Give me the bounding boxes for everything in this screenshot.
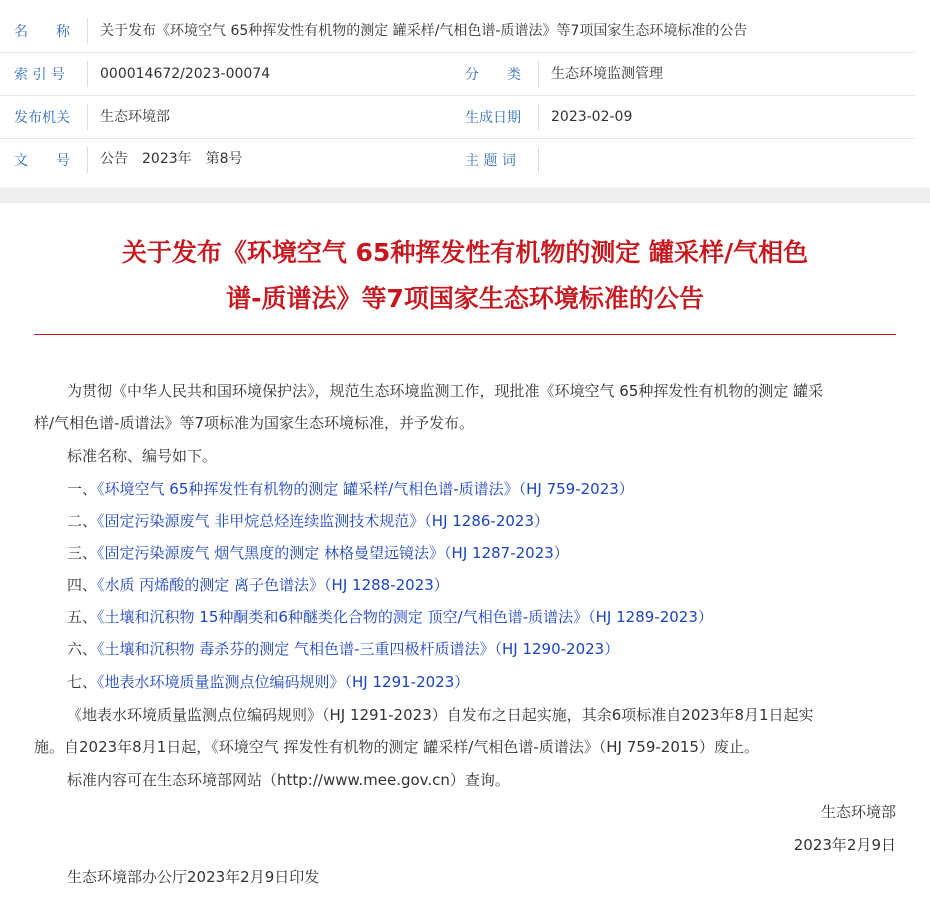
- effective-paragraph-line-2: 施。自2023年8月1日起，《环境空气 挥发性有机物的测定 罐采样/气相色谱-质谱法》（HJ 759-2015）废止。: [34, 738, 759, 756]
- divider: [87, 147, 88, 173]
- metadata-table: [0, 0, 930, 187]
- standard-number: 七、: [67, 673, 98, 691]
- index-label: 索 引 号: [14, 67, 65, 83]
- website-paragraph: 标准内容可在生态环境部网站（http://www.mee.gov.cn）查询。: [67, 771, 510, 789]
- standard-link[interactable]: 《土壤和沉积物 15种酮类和6种醚类化合物的测定 顶空/气相色谱-质谱法》（HJ 1289-2023）: [97, 608, 713, 626]
- list-intro: 标准名称、编号如下。: [67, 447, 218, 465]
- divider: [87, 61, 88, 87]
- article-title-line-1: 关于发布《环境空气 65种挥发性有机物的测定 罐采样/气相色: [121, 238, 809, 267]
- signature-date: 2023年2月9日: [793, 836, 896, 854]
- date-label: 生成日期: [465, 110, 521, 126]
- standard-number: 六、: [67, 640, 98, 658]
- row-divider: [0, 95, 915, 96]
- divider: [87, 18, 88, 44]
- standard-link[interactable]: 《土壤和沉积物 毒杀芬的测定 气相色谱-三重四极杆质谱法》（HJ 1290-2023）: [97, 640, 620, 658]
- standard-link[interactable]: 《地表水环境质量监测点位编码规则》（HJ 1291-2023）: [97, 673, 470, 691]
- standard-number: 五、: [67, 608, 98, 626]
- standard-item: [67, 576, 449, 594]
- footer-issued-line: 生态环境部办公厅2023年2月9日印发: [67, 868, 320, 886]
- title-rule: [34, 334, 896, 335]
- standard-item: [67, 512, 549, 530]
- intro-paragraph-line-1: 为贯彻《中华人民共和国环境保护法》，规范生态环境监测工作，现批准《环境空气 65种挥发性有机物的测定 罐采: [67, 382, 824, 400]
- divider: [538, 104, 539, 130]
- standard-link[interactable]: 《固定污染源废气 非甲烷总烃连续监测技术规范》（HJ 1286-2023）: [97, 512, 550, 530]
- standard-link[interactable]: 《水质 丙烯酸的测定 离子色谱法》（HJ 1288-2023）: [97, 576, 449, 594]
- docno-value: 公告 2023年 第8号: [100, 151, 243, 167]
- subject-label: 主 题 词: [465, 153, 516, 169]
- effective-paragraph-line-1: 《地表水环境质量监测点位编码规则》（HJ 1291-2023）自发布之日起实施，其余6项标准自2023年8月1日起实: [67, 706, 814, 724]
- article-title-line-2: 谱-质谱法》等7项国家生态环境标准的公告: [226, 284, 704, 313]
- standard-link[interactable]: 《环境空气 65种挥发性有机物的测定 罐采样/气相色谱-质谱法》（HJ 759-2023）: [97, 480, 634, 498]
- docno-label: 文 号: [14, 153, 70, 169]
- date-value: 2023-02-09: [551, 109, 633, 125]
- intro-paragraph-line-2: 样/气相色谱-质谱法》等7项标准为国家生态环境标准，并予发布。: [34, 414, 475, 432]
- name-label: 名 称: [14, 24, 70, 40]
- standard-item: [67, 673, 469, 691]
- issuer-label: 发布机关: [14, 110, 70, 126]
- section-divider: [0, 187, 930, 203]
- category-label: 分 类: [465, 67, 521, 83]
- signature-org: 生态环境部: [820, 803, 896, 821]
- divider: [538, 147, 539, 173]
- divider: [538, 61, 539, 87]
- standard-item: [67, 480, 634, 498]
- standard-item: [67, 640, 619, 658]
- standard-link[interactable]: 《固定污染源废气 烟气黑度的测定 林格曼望远镜法》（HJ 1287-2023）: [97, 544, 569, 562]
- category-value: 生态环境监测管理: [551, 66, 663, 82]
- standard-number: 一、: [67, 480, 98, 498]
- standard-item: [67, 608, 713, 626]
- standard-number: 三、: [67, 544, 98, 562]
- issuer-value: 生态环境部: [100, 109, 170, 125]
- divider: [87, 104, 88, 130]
- index-value: 000014672/2023-00074: [100, 66, 271, 82]
- standard-number: 四、: [67, 576, 98, 594]
- row-divider: [0, 52, 915, 53]
- standard-number: 二、: [67, 512, 98, 530]
- row-divider: [0, 138, 915, 139]
- name-value: 关于发布《环境空气 65种挥发性有机物的测定 罐采样/气相色谱-质谱法》等7项国家生态环境标准的公告: [100, 23, 748, 39]
- standard-item: [67, 544, 569, 562]
